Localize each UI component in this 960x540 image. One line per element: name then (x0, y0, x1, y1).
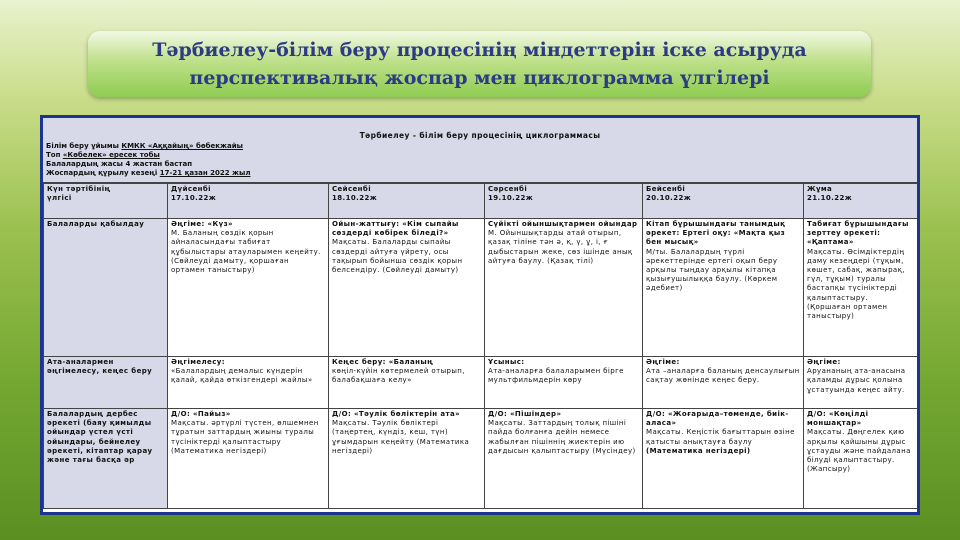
day-name: Жұма (807, 185, 833, 193)
org-label: Білім беру ұйымы (46, 142, 119, 150)
cell-text: Мақсаты. Заттардың толық пішіні пайда болғанға дейін немесе жабылған пішіннің жиектерін ию дағдысын қалыптастыру (Мүсіндеу) (488, 419, 636, 455)
document-header (43, 118, 917, 183)
cell-text: М/ты. Балалардың түрлі әрекеттерінде ертегі оқып беру арқылы тыңдау арқылы кітапқа қызығушылыққа баулу. (Көркем әдебиет) (646, 247, 778, 293)
cell-text: Аруананың ата-анасына қаламды дұрыс қолына ұстатуында кеңес айту. (807, 367, 906, 394)
period-value: 17-21 қазан 2022 жыл (159, 169, 251, 177)
cell-heading: Әңгімелесу: (171, 358, 225, 366)
table-cell (804, 357, 918, 409)
header-schedule-line-1: Күн тәртібінің (47, 185, 111, 193)
cell-heading: Кітап бұрышындағы танымдық әрекет: Ертегі оқу: «Мақта қыз бен мысық» (646, 220, 786, 247)
row-label: Ата-аналармен әңгімелесу, кеңес беру (44, 357, 168, 409)
cell-heading: Ойын-жаттығу: «Кім сыпайы сөздерді көбірек біледі?» (332, 220, 459, 238)
table-cell (168, 219, 329, 357)
row-label: Балалардың дербес әрекеті (баяу қимылды ойындар үстел үсті ойындары, бейнелеу әрекеті, кітаптар қарау және тағы басқа әр (44, 409, 168, 509)
table-cell (329, 409, 485, 509)
org-value: КМКК «Аққайың» бөбекжайы (121, 142, 243, 150)
slide-title-line-2: перспективалық жоспар мен циклограмма үлгілері (189, 67, 770, 89)
day-name: Сәрсенбі (488, 185, 528, 193)
day-name: Сейсенбі (332, 185, 372, 193)
table-cell (485, 409, 643, 509)
cell-heading: Д/О: «Тәулік бөліктерін ата» (332, 410, 460, 418)
cell-heading: Д/О: «Көңілді моншақтар» (807, 410, 869, 428)
row-label: Балаларды қабылдау (44, 219, 168, 357)
day-date: 19.10.22ж (488, 194, 534, 203)
group-label: Топ (46, 151, 61, 159)
day-name: Бейсенбі (646, 185, 686, 193)
table-cell (804, 409, 918, 509)
cell-heading: Әңгіме: (807, 358, 841, 366)
cell-heading: Ұсыныс: (488, 358, 525, 366)
table-cell (643, 409, 804, 509)
cell-text: М. Ойыншықтарды атай отырып, қазақ тіліне тән ә, қ, ү, ұ, і, ғ дыбыстарын жеке, сөз ішінде анық айтуға баулу. (Қазақ тілі) (488, 229, 633, 265)
table-cell (643, 219, 804, 357)
org-line (46, 142, 243, 150)
cell-heading: Сүйікті ойыншықтармен ойындар (488, 220, 638, 228)
period-label: Жоспардың құрылу кезеңі (46, 169, 158, 177)
day-date: 18.10.22ж (332, 194, 378, 203)
table-cell (329, 219, 485, 357)
table-cell (485, 357, 643, 409)
cell-text: М. Баланың сөздік қорын айналасындағы табиғат құбылыстары атауларымен кеңейту. (Сөйлеуді дамыту, қоршаған ортамен таныстыру) (171, 229, 321, 275)
cell-text: Мақсаты. Тәулік бөліктері (таңертең, күндіз, кеш, түн) ұғымдарын кеңейту (Математика негіздері) (332, 419, 470, 455)
header-day (168, 184, 329, 219)
cell-text: көңіл-күйін көтермелей отырып, балабақшаға келу» (332, 367, 465, 385)
cell-text: Мақсаты. Кеңістік бағыттарын өзіне қатысты анықтауға баулу (646, 428, 795, 446)
cell-heading: Табиғат бұрышындағы зерттеу әрекеті: «Қаптама» (807, 220, 909, 247)
cell-subject: (Математика негіздері) (646, 446, 751, 455)
day-name: Дүйсенбі (171, 185, 211, 193)
slide-title-box (88, 31, 871, 97)
cyclogram-table (43, 183, 918, 509)
table-cell (804, 219, 918, 357)
table-row (44, 219, 918, 357)
cell-heading: Д/О: «Пайыз» (171, 410, 231, 418)
cell-heading: Әңгіме: «Күз» (171, 220, 233, 228)
header-day (643, 184, 804, 219)
table-cell (329, 357, 485, 409)
period-line (46, 169, 250, 177)
table-row (44, 409, 918, 509)
age-line: Балалардың жасы 4 жастан бастап (46, 160, 193, 168)
day-date: 20.10.22ж (646, 194, 692, 203)
cell-text: Мақсаты. Өсімдіктердің даму кезеңдері (тұқым, көшет, сабақ, жапырақ, гүл, тұқым) туралы бастапқы түсініктерді қалыптастыру. (Қоршаған ортамен таныстыру) (807, 247, 905, 321)
cell-heading: Әңгіме: (646, 358, 680, 366)
table-row (44, 357, 918, 409)
day-date: 17.10.22ж (171, 194, 217, 203)
group-line (46, 151, 160, 159)
group-value: «Көбелек» ересек тобы (62, 151, 160, 159)
cell-text: Ата-аналарға балаларымен бірге мультфильмдерін көру (488, 367, 624, 385)
table-cell (485, 219, 643, 357)
cell-text: «Балалардың демалыс күндерін қалай, қайда өткізгендері жайлы» (171, 367, 313, 385)
table-cell (168, 409, 329, 509)
header-schedule-cell (44, 184, 168, 219)
document-title: Тәрбиелеу - білім беру процесінің циклограммасы (359, 131, 601, 140)
cell-text: Мақсаты. Дөңгелек қию арқылы қайшыны дұрыс ұстауды және пайдалана білуді қалыптастыру. (Жапсыру) (807, 428, 911, 474)
day-date: 21.10.22ж (807, 194, 853, 203)
header-day (329, 184, 485, 219)
header-schedule-line-2: үлгісі (47, 194, 72, 203)
slide-title-line-1: Тәрбиелеу-білім беру процесінің міндеттерін іске асыруда (152, 39, 807, 61)
header-day (804, 184, 918, 219)
cell-heading: Д/О: «Пішіндер» (488, 410, 562, 418)
cell-heading: Кеңес беру: «Баланың (332, 358, 434, 366)
table-cell (168, 357, 329, 409)
cell-text: Ата –аналарға баланың денсаулығын сақтау жөнінде кеңес беру. (646, 367, 800, 385)
header-day (485, 184, 643, 219)
cell-text: Мақсаты. Балаларды сыпайы сөздерді айтуға үйрету, осы тақырып бойынша сөздік қорын белсендіру. (Сөйлеуді дамыту) (332, 238, 463, 275)
cell-text: Мақсаты. әртүрлі түстен, өлшемнен тұратын заттардың жиыны туралы түсініктерді қалыптастыру (Математика негіздері) (171, 419, 319, 455)
table-header-row (44, 184, 918, 219)
cyclogram-document (40, 115, 920, 515)
table-cell (643, 357, 804, 409)
cell-heading: Д/О: «Жоғарыда–төменде, биік-аласа» (646, 410, 789, 428)
